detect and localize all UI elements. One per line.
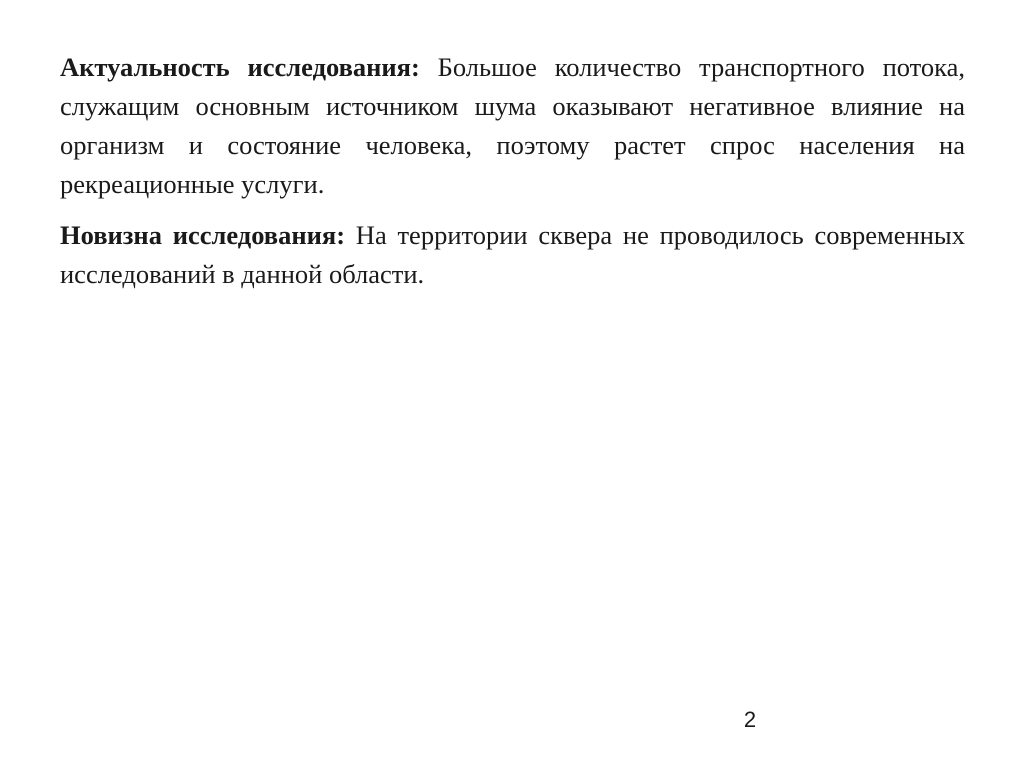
relevance-paragraph — [60, 48, 965, 204]
page-number: 2 — [743, 707, 757, 732]
novelty-paragraph — [60, 216, 965, 294]
relevance-heading: Актуальность исследования: — [60, 52, 420, 82]
novelty-text: На территории сквера не проводилось современных исследований в данной области. — [60, 220, 965, 289]
slide-content — [60, 48, 965, 306]
relevance-text: Большое количество транспортного потока, служащим основным источником шума оказывают негативное влияние на организм и состояние человека, поэтому растет спрос населения на рекреационные услуги. — [60, 52, 965, 199]
novelty-heading: Новизна исследования: — [60, 220, 346, 250]
